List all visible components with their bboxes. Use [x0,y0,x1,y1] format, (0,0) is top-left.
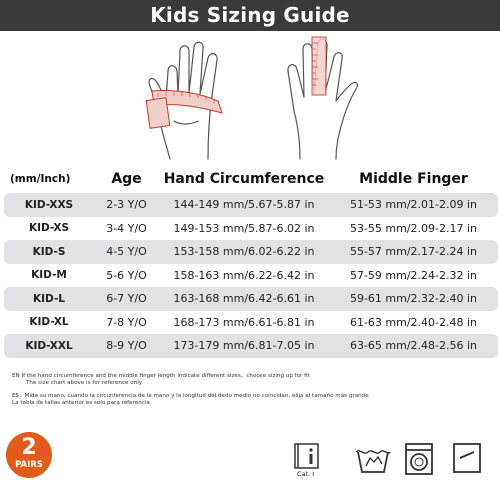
measuring-tape [146,90,222,128]
age-cell: 3-4 Y/O [106,221,147,235]
hand-circumference-cell: 153-158 mm/6.02-6.22 in [173,245,315,259]
size-cell: KID-XXS [24,198,74,211]
col-header-age: Age [111,171,142,187]
age-cell: 8-9 Y/O [106,339,147,353]
middle-finger-cell: 51-53 mm/2.01-2.09 in [349,198,478,212]
hand-circumference-cell: 173-179 mm/6.81-7.05 in [173,339,315,353]
middle-finger-cell: 59-61 mm/2.32-2.40 in [349,292,478,306]
hand-circumference-cell: 168-173 mm/6.61-6.81 in [173,315,315,329]
pairs-label: PAIRS [15,460,43,470]
certification-label: Cat. I [297,470,315,478]
hand-illustrations [0,31,500,163]
note-en-line1: EN If the hand circumference and the middle finger length indicate different sizes，choose sizing up for fit [12,373,310,379]
age-cell: 4-5 Y/O [106,245,147,259]
size-table [4,165,498,358]
washing-machine-icon [406,444,432,474]
age-cell: 5-6 Y/O [106,268,147,282]
middle-finger-cell: 63-65 mm/2.48-2.56 in [349,339,478,353]
ruler [312,37,326,95]
hand-circumference-cell: 144-149 mm/5.67-5.87 in [173,198,315,212]
size-cell: KID-S [32,245,66,258]
size-cell: KID-M [31,269,67,282]
middle-finger-cell: 57-59 mm/2.24-2.32 in [349,268,478,282]
pairs-count: 2 [21,435,37,460]
size-cell: KID-XL [29,316,69,329]
table-row [4,311,498,335]
size-cell: KID-XS [28,222,70,235]
middle-finger-cell: 61-63 mm/2.40-2.48 in [349,315,478,329]
size-cell: KID-XXL [25,339,73,352]
col-header-unit: (mm/Inch) [10,173,71,185]
table-header [4,165,498,193]
middle-finger-cell: 53-55 mm/2.09-2.17 in [349,221,478,235]
table-row [4,334,498,358]
table-row [4,240,498,264]
care-icons [0,435,500,488]
age-cell: 2-3 Y/O [106,198,147,212]
hand-circumference-cell: 163-168 mm/6.42-6.61 in [173,292,315,306]
table-row [4,264,498,288]
table-row [4,217,498,241]
note-en-line2: The size chart above is for reference only [26,380,143,386]
table-row [4,193,498,217]
hand-circumference-cell: 149-153 mm/5.87-6.02 in [173,221,315,235]
col-header-middle-finger: Middle Finger [359,171,468,187]
manual-info-icon [295,444,318,468]
flat-dry-icon [454,444,480,472]
note-es-line2: La tabla de tallas anterior es solo para referencia [12,400,150,406]
age-cell: 6-7 Y/O [106,292,147,306]
age-cell: 7-8 Y/O [106,315,147,329]
note-es-line1: ES：Mida su mano, cuando la circunferencia de la mano y la longitud del dedo medio no coincidan, elija el tamaño más grande [12,393,369,399]
middle-finger-cell: 55-57 mm/2.17-2.24 in [349,245,478,259]
hand-wash-icon [356,451,390,472]
col-header-hand-circumference: Hand Circumference [163,171,325,187]
page-title: Kids Sizing Guide [0,0,500,31]
table-row [4,287,498,311]
size-notes [12,373,472,413]
size-cell: KID-L [32,292,65,305]
hand-circumference-cell: 158-163 mm/6.22-6.42 in [173,268,315,282]
